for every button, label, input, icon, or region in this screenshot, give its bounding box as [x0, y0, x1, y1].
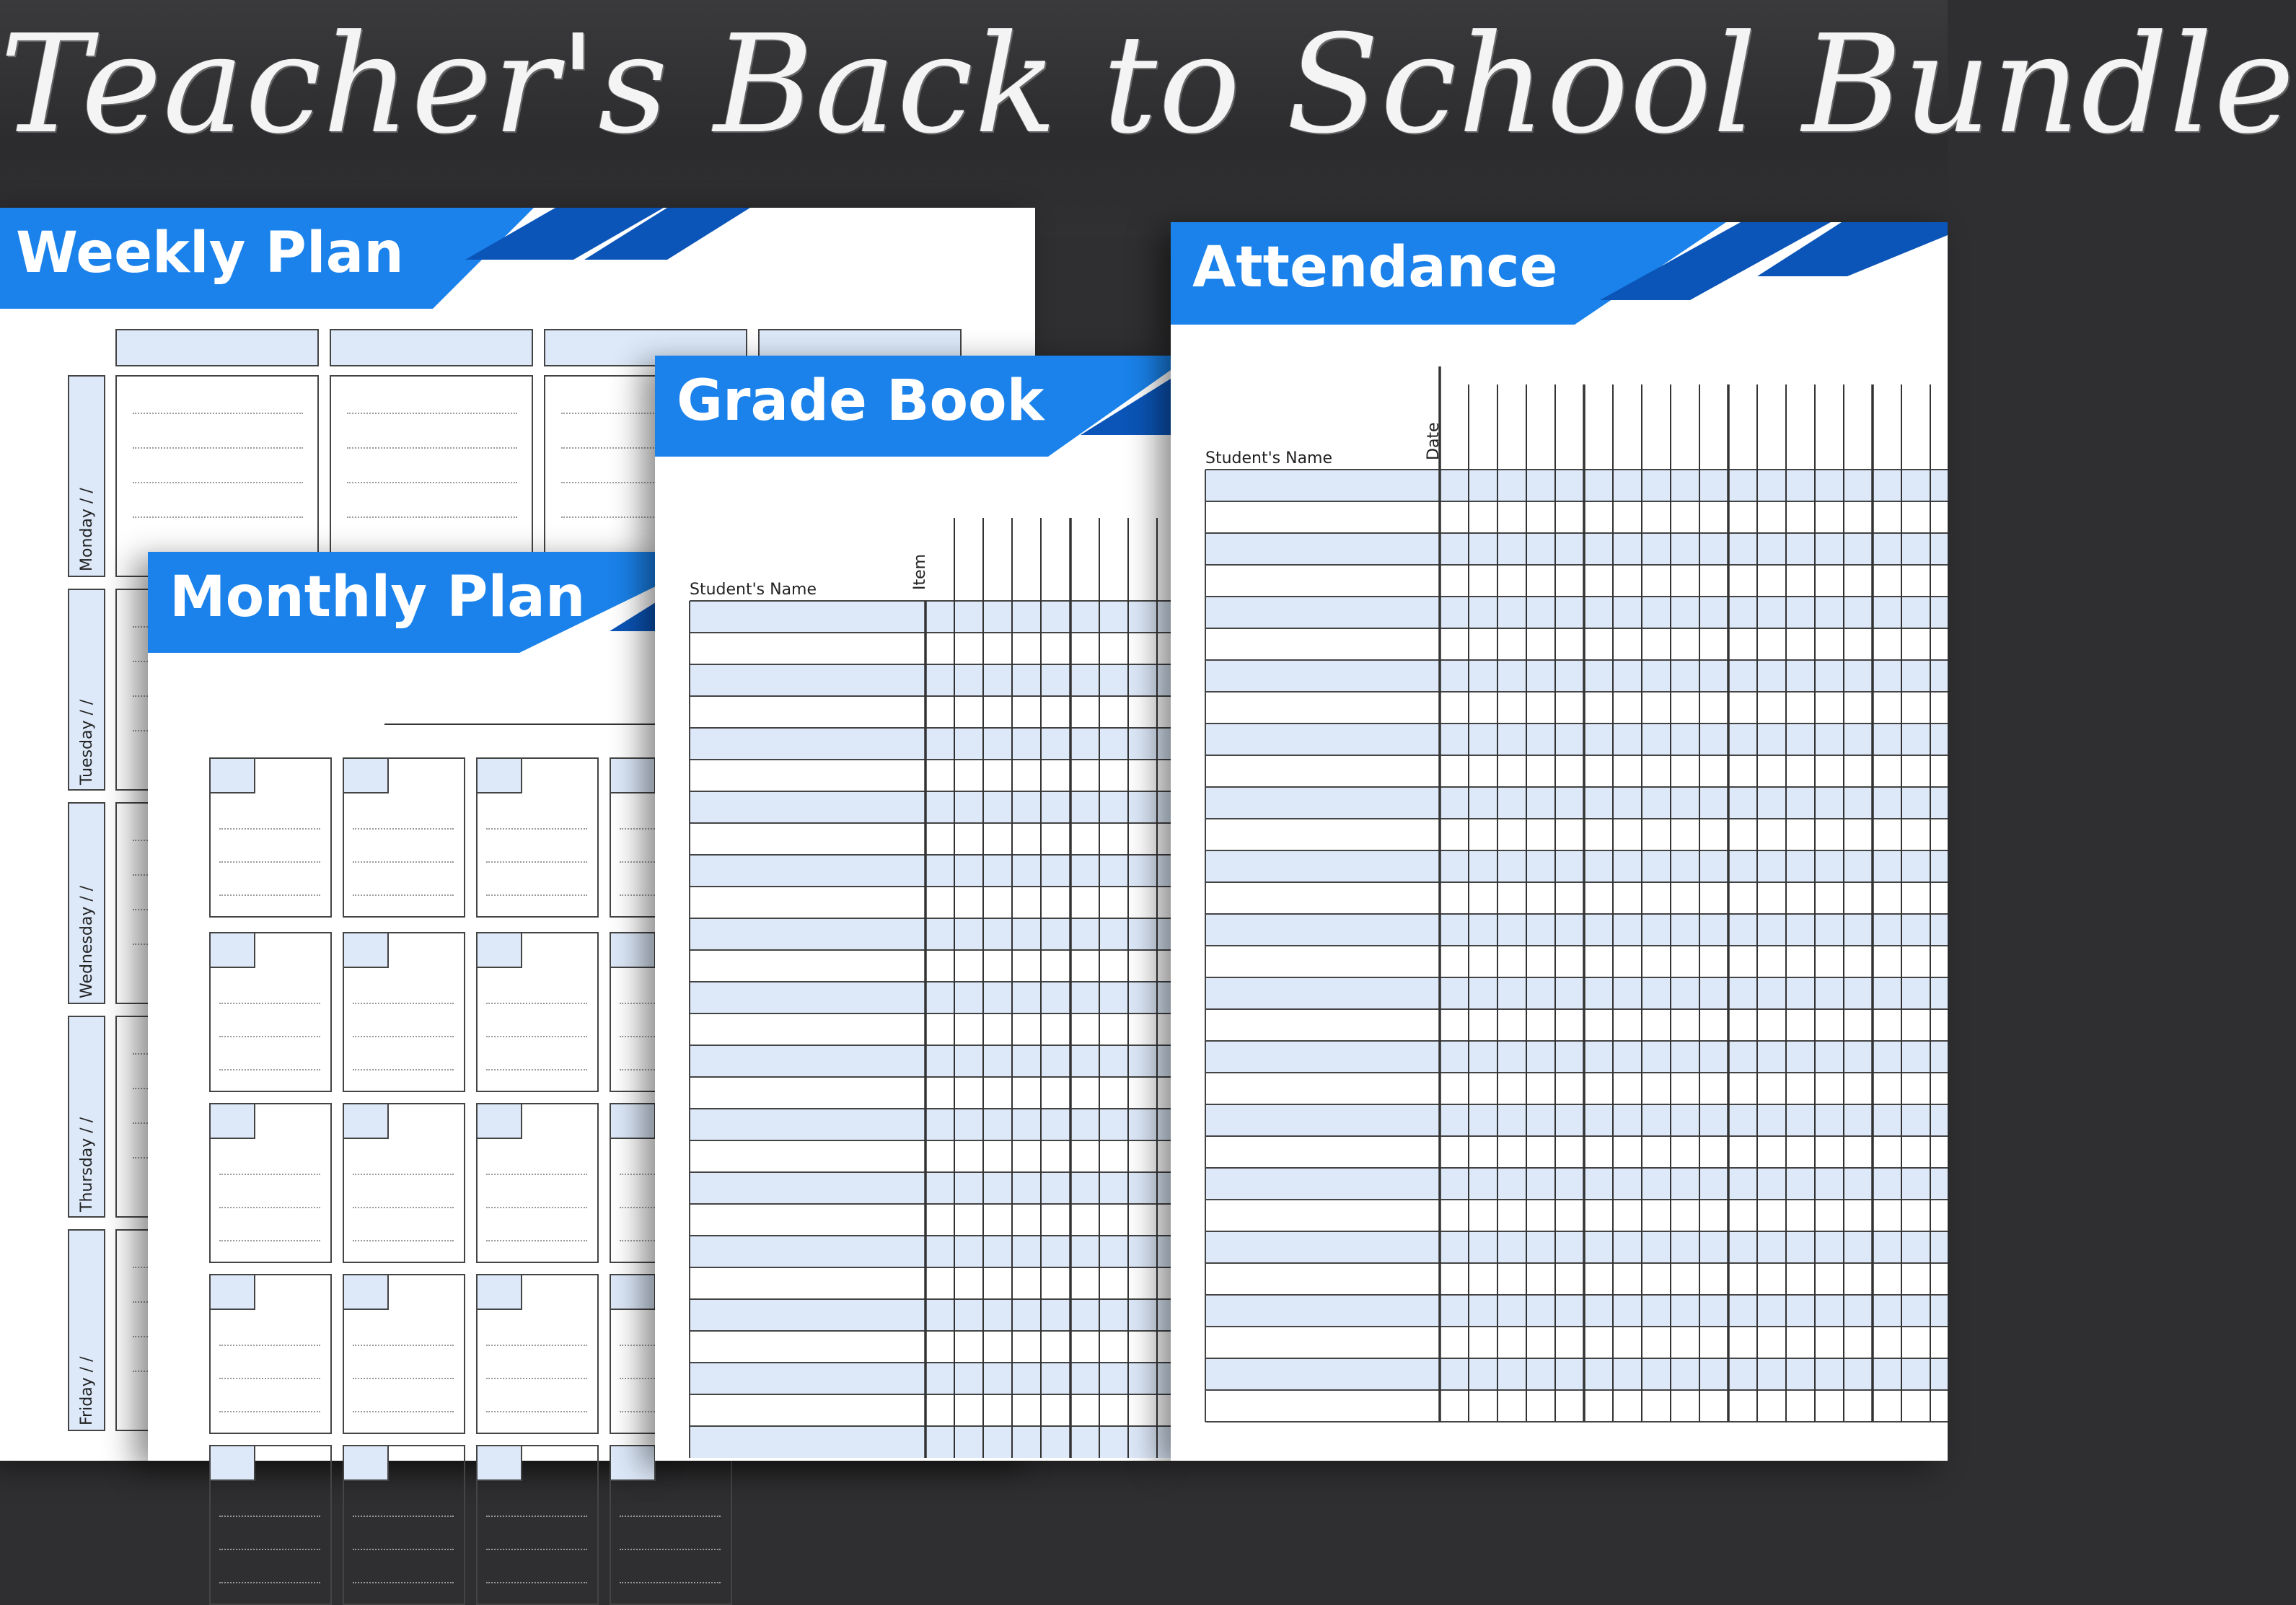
monthly-write-line: [353, 828, 454, 830]
grade-row-band: [690, 1172, 1171, 1204]
monthly-day-cell: [610, 1445, 732, 1605]
grade-row-band: [690, 728, 1171, 760]
monthly-date-box: [344, 759, 389, 793]
monthly-write-line: [353, 1516, 454, 1517]
attendance-row-band: [1205, 660, 1948, 692]
weekly-day-tab: [68, 1229, 105, 1431]
weekly-day-label: Friday / /: [78, 1356, 96, 1425]
grade-book-sheet: [655, 356, 1171, 1461]
monthly-write-line: [219, 1174, 320, 1175]
grade-book-table: [655, 356, 1171, 1461]
monthly-write-line: [353, 1549, 454, 1550]
attendance-title: Attendance: [1192, 235, 1558, 300]
attendance-row-band: [1205, 1041, 1948, 1073]
monthly-day-cell: [209, 1274, 332, 1434]
weekly-write-line: [133, 447, 303, 449]
monthly-date-box: [611, 1275, 656, 1310]
attendance-row-band: [1205, 850, 1948, 882]
weekly-write-line: [347, 447, 517, 449]
monthly-write-line: [486, 861, 587, 863]
attendance-row-band: [1205, 1295, 1948, 1327]
grade-row-band: [690, 982, 1171, 1013]
grade-book-item-header: Item: [911, 553, 929, 590]
monthly-write-line: [353, 1378, 454, 1379]
monthly-write-line: [219, 1345, 320, 1346]
grade-row-band: [690, 1426, 1171, 1458]
monthly-write-line: [219, 1549, 320, 1550]
monthly-write-line: [486, 1069, 587, 1070]
monthly-date-box: [211, 759, 255, 793]
monthly-day-cell: [343, 932, 465, 1092]
weekly-write-line: [133, 516, 303, 518]
monthly-write-line: [353, 1069, 454, 1070]
monthly-write-line: [620, 1516, 721, 1517]
monthly-date-box: [344, 933, 389, 968]
monthly-write-line: [486, 1240, 587, 1241]
monthly-day-cell: [343, 1103, 465, 1263]
monthly-write-line: [353, 1411, 454, 1412]
attendance-name-header: Student's Name: [1205, 449, 1333, 467]
attendance-row-band: [1205, 977, 1948, 1009]
monthly-date-box: [211, 1104, 255, 1139]
monthly-write-line: [620, 1582, 721, 1583]
weekly-write-line: [347, 482, 517, 483]
monthly-date-box: [611, 933, 656, 968]
monthly-write-line: [486, 1003, 587, 1004]
monthly-day-cell: [209, 757, 332, 918]
attendance-row-band: [1205, 914, 1948, 946]
grade-row-band: [690, 791, 1171, 823]
monthly-day-cell: [209, 1103, 332, 1263]
grade-row-band: [690, 1363, 1171, 1394]
monthly-write-line: [486, 1174, 587, 1175]
monthly-plan-sheet: [148, 552, 667, 1461]
weekly-day-label: Monday / /: [78, 488, 96, 571]
attendance-row-band: [1205, 1231, 1948, 1263]
monthly-date-box: [478, 1104, 522, 1139]
monthly-day-cell: [476, 757, 599, 918]
grade-row-band: [690, 601, 1171, 633]
monthly-write-line: [353, 1345, 454, 1346]
weekly-column-header: [330, 329, 533, 366]
attendance-row-band: [1205, 597, 1948, 628]
weekly-plan-cell: [115, 375, 319, 577]
grade-book-title: Grade Book: [677, 369, 1044, 434]
monthly-write-line: [486, 1549, 587, 1550]
monthly-write-line: [219, 1003, 320, 1004]
attendance-row-band: [1205, 787, 1948, 819]
month-name-line: [384, 724, 673, 725]
attendance-row-band: [1205, 724, 1948, 755]
attendance-sheet: [1171, 222, 1948, 1461]
monthly-date-box: [478, 1446, 522, 1481]
monthly-day-cell: [476, 1445, 599, 1605]
grade-row-band: [690, 1236, 1171, 1267]
monthly-date-box: [344, 1104, 389, 1139]
monthly-date-box: [611, 1104, 656, 1139]
attendance-table: [1171, 222, 1948, 1461]
weekly-plan-title: Weekly Plan: [16, 221, 404, 286]
monthly-day-cell: [209, 1445, 332, 1605]
weekly-write-line: [133, 482, 303, 483]
monthly-plan-title: Monthly Plan: [170, 565, 586, 630]
attendance-row-band: [1205, 470, 1948, 501]
monthly-date-box: [478, 759, 522, 793]
weekly-day-tab: [68, 802, 105, 1004]
weekly-day-label: Thursday / /: [78, 1117, 96, 1212]
monthly-write-line: [219, 828, 320, 830]
monthly-write-line: [219, 1069, 320, 1070]
monthly-write-line: [486, 1036, 587, 1037]
monthly-write-line: [486, 1345, 587, 1346]
weekly-day-label: Tuesday / /: [78, 699, 96, 785]
monthly-day-cell: [476, 1103, 599, 1263]
monthly-write-line: [486, 1207, 587, 1208]
monthly-day-cell: [476, 1274, 599, 1434]
bundle-title: Teacher's Back to School Bundle: [0, 6, 2296, 164]
monthly-day-cell: [476, 932, 599, 1092]
weekly-day-tab: [68, 1016, 105, 1218]
grade-row-band: [690, 1045, 1171, 1077]
attendance-date-header: Date: [1425, 422, 1443, 460]
monthly-date-box: [611, 759, 656, 793]
monthly-write-line: [353, 1240, 454, 1241]
monthly-write-line: [486, 1411, 587, 1412]
weekly-plan-cell: [330, 375, 533, 577]
monthly-write-line: [353, 1003, 454, 1004]
monthly-write-line: [219, 1207, 320, 1208]
monthly-write-line: [219, 1516, 320, 1517]
monthly-day-cell: [343, 1274, 465, 1434]
monthly-day-cell: [343, 757, 465, 918]
monthly-write-line: [219, 861, 320, 863]
monthly-write-line: [219, 1411, 320, 1412]
attendance-row-band: [1205, 1358, 1948, 1390]
grade-row-band: [690, 1299, 1171, 1331]
monthly-write-line: [486, 1516, 587, 1517]
attendance-row-band: [1205, 533, 1948, 565]
weekly-write-line: [347, 413, 517, 414]
monthly-write-line: [219, 894, 320, 896]
weekly-day-tab: [68, 375, 105, 577]
monthly-write-line: [353, 1207, 454, 1208]
monthly-date-box: [611, 1446, 656, 1481]
monthly-write-line: [219, 1036, 320, 1037]
weekly-column-header: [115, 329, 319, 366]
monthly-write-line: [353, 1036, 454, 1037]
grade-row-band: [690, 664, 1171, 696]
monthly-write-line: [486, 1378, 587, 1379]
weekly-day-label: Wednesday / /: [78, 885, 96, 998]
monthly-write-line: [219, 1378, 320, 1379]
monthly-write-line: [486, 894, 587, 896]
monthly-date-box: [478, 933, 522, 968]
monthly-write-line: [353, 1582, 454, 1583]
monthly-write-line: [219, 1240, 320, 1241]
attendance-row-band: [1205, 1168, 1948, 1200]
monthly-write-line: [620, 1549, 721, 1550]
monthly-write-line: [353, 1174, 454, 1175]
monthly-date-box: [211, 1275, 255, 1310]
monthly-date-box: [478, 1275, 522, 1310]
monthly-date-box: [344, 1446, 389, 1481]
attendance-row-band: [1205, 1104, 1948, 1136]
monthly-write-line: [486, 828, 587, 830]
weekly-day-tab: [68, 589, 105, 791]
grade-row-band: [690, 918, 1171, 950]
monthly-date-box: [344, 1275, 389, 1310]
grade-row-band: [690, 1109, 1171, 1140]
weekly-write-line: [347, 516, 517, 518]
monthly-write-line: [219, 1582, 320, 1583]
weekly-write-line: [133, 413, 303, 414]
grade-row-band: [690, 855, 1171, 887]
monthly-date-box: [211, 933, 255, 968]
monthly-day-cell: [343, 1445, 465, 1605]
monthly-write-line: [353, 861, 454, 863]
monthly-date-box: [211, 1446, 255, 1481]
monthly-write-line: [353, 894, 454, 896]
monthly-write-line: [486, 1582, 587, 1583]
grade-book-name-header: Student's Name: [690, 581, 817, 599]
monthly-day-cell: [209, 932, 332, 1092]
